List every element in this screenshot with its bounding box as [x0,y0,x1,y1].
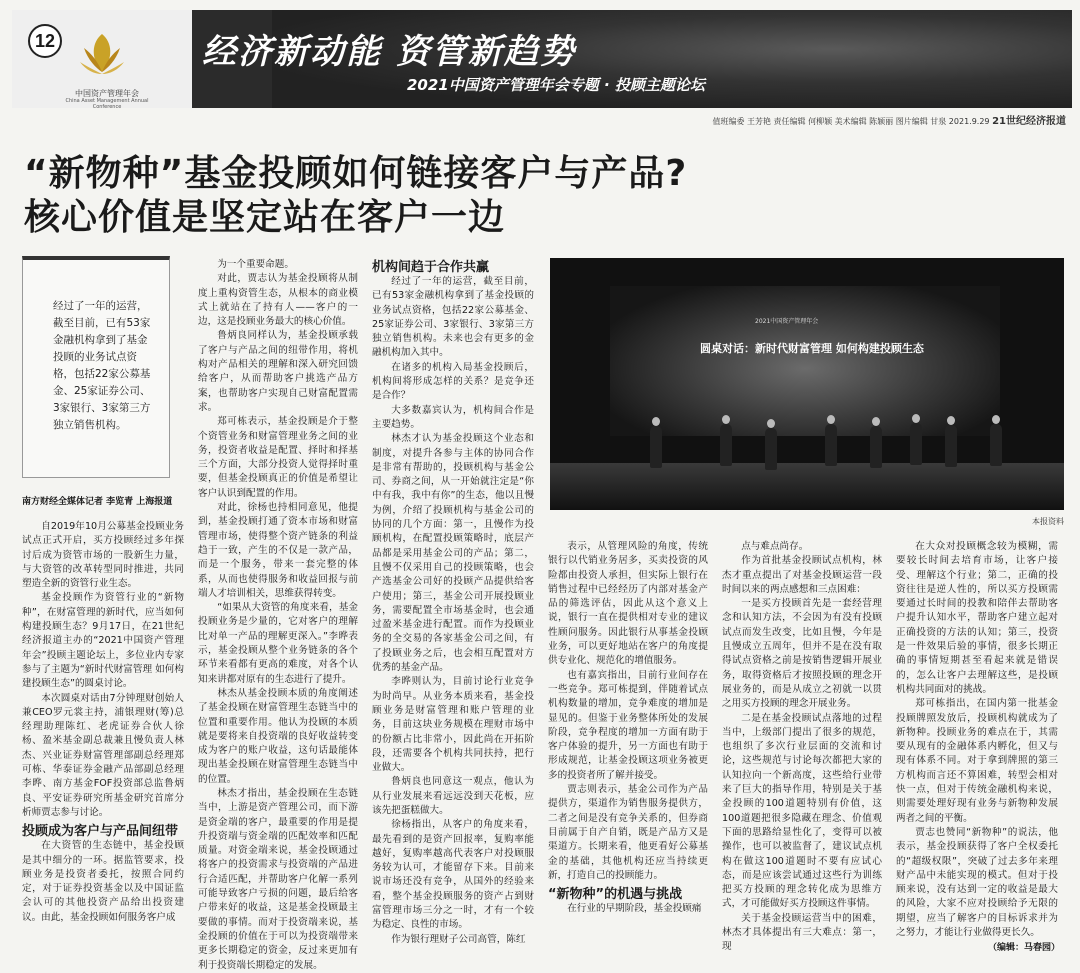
paragraph: 一是买方投顾首先是一套经营理念和认知方法，不会因为有没有投顾试点而发生改变，比如且慢，今年是且慢成立五周年，但并不是在没有取得试点资格之前是按销售逻辑开展业务，取得资格后才按照投顾的理念开展业务的，而是从成立之初就一以贯之用买方投顾的理念开展业务。 [722,598,882,710]
headline-line-1: “新物种”基金投顾如何链接客户与产品? [24,153,688,194]
paragraph: 自2019年10月公募基金投顾业务试点正式开启，买方投顾经过多年探讨后成为资管市场的一股新生力量，与大资管的改革转型同时推进，共同塑造全新的资管行业生态。 [22,521,184,590]
paragraph: 基金投顾作为资管行业的“新物种”，在财富管理的新时代，应当如何构建投顾生态？9月17日，在21世纪经济报道主办的“2021中国资产管理年会”投顾主题论坛上，多位业内专家参与了主题为“新时代财富管理 如何构建投顾生态”的圆桌讨论。 [22,592,184,690]
paragraph: 鲁炳良也同意这一观点，他认为从行业发展来看远远没到天花板，应该先把蛋糕做大。 [372,776,534,816]
article-column-1 [22,520,184,960]
logo-org-name-en: China Asset Management Annual Conference [65,98,149,110]
paragraph: 贾志则表示，基金公司作为产品提供方，渠道作为销售服务提供方，二者之间是没有竞争关系的，但券商目前属于自产自销，既是产品方又是渠道方。长期来看，他更看好公募基金的基础，其他机构还应当持续更新，打造自己的投顾能力。 [548,784,708,881]
screen-event-name: 2021中国资产管理年会 [755,318,819,325]
headline-line-2: 核心价值是坚定站在客户一边 [24,197,506,238]
stage-screen [610,286,1000,436]
paragraph: 关于基金投顾运营当中的困难，林杰才具体提出有三大难点：第一，现 [722,912,882,953]
panelist-figure [910,423,922,465]
panelist-figure [990,424,1002,466]
paragraph: 林杰才指出，基金投顾在生态链当中，上游是资产管理公司，而下游是资金端的客户，最重要的作用是提升投资端与资金端的匹配效率和匹配质量。对资金端来说，基金投顾通过将客户的投资需求与投资端的产品进行合适匹配，并帮助客户化解一系列可能导致客户亏损的问题，最后给客户带来好的收益，这是基金投顾最主要做的事情。而对于投资端来说，基金投顾的价值在于可以为投资端带来更多长期稳定的资金，反过来更加有利于投资端长期稳定的发展。 [198,787,358,971]
paragraph: 经过了一年的运营，截至目前，已有53家金融机构拿到了基金投顾的业务试点资格，包括22家公募基金、25家证券公司、3家银行、3家第三方独立销售机构。未来也会有更多的金融机构加入其中。 [372,276,534,359]
paragraph: 林杰才认为基金投顾这个业态和制度，对提升各参与主体的协同合作是非常有帮助的，投顾机构与基金公司、券商之间，从一开始就注定是“你中有我，我中有你”的生态，他以且慢为例，介绍了投顾机构与基金公司的协同的几个方面：第一，且慢作为投顾机构，在配置投顾策略时，底层产品都是采用基金公司的产品；第二，且慢不仅采用自己的投顾策略，也会产选基金公司好的投顾产品提供给客户使用；第三，基金公司开展投顾业务，需要配置全市场基金时，也会通过盈米基金进行配置。而作为投顾业务的全交易的各家基金公司之间，有了投顾业务之后，也会相互配置对方优秀的基金产品。 [372,433,534,674]
panelist-figure [870,426,882,468]
paragraph: 郑可栋表示，基金投顾是介于整个资管业务和财富管理业务之间的业务，投资者收益是配置、择时和择基三个方面，大部分投资人觉得择时重要，但基金投顾真正的价值是希望让客户认识到配置的作用。 [198,416,358,499]
paragraph: 也有嘉宾指出，目前行业间存在一些竞争。郑可栋提到，伴随着试点机构数量的增加，竞争难度的增加是显见的。但鉴于业务整体所处的发展阶段，竞争程度的增加一方面有助于客户体验的提升，另一方面也有助于形成规范，让基金投顾这项业务被更多的投资者所了解并接受。 [548,669,708,781]
headline [24,152,687,240]
section-heading: 投顾成为客户与产品间纽带 [22,824,179,840]
article-column-6 [896,540,1058,938]
editorial-credits [712,112,1066,127]
article-column-5 [722,540,882,960]
conference-logo-icon [74,28,130,84]
paragraph: 本次圆桌对话由7分钟理财创始人兼CEO罗元裳主持，浦银理财(筹)总经理助理陈红、老虎证券合伙人徐杨、盈米基金副总裁兼且慢负责人林杰、兴业证券财富管理部副总经理郑可栋、华泰证券金融产品部副总经理李晔、南方基金FOF投资部总监鲁炳良、平安证券研究所基金研究首席分析师贾志参与讨论。 [22,692,184,818]
paragraph: 贾志也赞同“新物种”的说法，他表示，基金投顾获得了客户全权委托的“超级权限”，突破了过去多年来理财产品中未能实现的模式。但对于投顾来说，没有达到一定的收益是最大的风险，大家不应对投顾给予无限的期望，应当了解客户的目标诉求并为之努力，才能让行业做得更长久。 [896,826,1058,939]
page-banner [12,10,1068,108]
paragraph: 对此，贾志认为基金投顾将从制度上重构资管生态，从根本的商业模式上就站在了持有人——客户的一边，这是投顾业务最大的核心价值。 [198,273,358,328]
page-number: 12 [28,24,62,58]
paragraph: 在诸多的机构入局基金投顾后，机构间将形成怎样的关系？是竞争还是合作？ [372,361,534,402]
paragraph: 大多数嘉宾认为，机构间合作是主要趋势。 [372,404,534,430]
panelist-figure [650,426,662,468]
paragraph: “如果从大资管的角度来看，基金投顾业务是少量的，它对客户的理解比对单一产品的理解更深入。”李晔表示，基金投顾从整个业务链条的各个环节来看都有更高的难度，对各个认知来讲都对原有的生态进行了提升。 [198,602,358,685]
paragraph: 为一个重要命题。 [217,259,294,270]
paragraph: 徐杨指出，从客户的角度来看，最先看到的是资产回报率，复购率能越好，复购率越高代表客户对投顾服务较为认可，才能留存下来。目前来说市场还没有竞争，从国外的经验来看，整个基金投顾服务的资产占到财富管理市场三分之一时，才有一个较为稳定、良性的市场。 [372,819,534,931]
panelist-figure [825,424,837,466]
panelist-figure [720,424,732,466]
byline: 南方财经全媒体记者 李览青 上海报道 [22,497,173,507]
paragraph: 郑可栋指出，在国内第一批基金投顾牌照发放后，投顾机构就成为了新物种。投顾业务的难点在于，其需要从现有的金融体系内孵化，但又与现有体系不同。对于拿到牌照的第三方机构而言还不算困难，转型会相对快一点，但对于传统金融机构来说，则需要处理好现有业务与新物种发展两者之间的平衡。 [896,698,1058,824]
article-column-4 [548,540,708,960]
credits-text: 值班编委 王芳艳 责任编辑 何柳颖 美术编辑 陈颖丽 图片编辑 甘泉 2021.9.29 [712,117,990,126]
banner-title: 经济新动能 资管新趋势 [202,32,576,72]
article-column-3 [372,256,534,960]
photo-caption: 本报资料 [1032,517,1064,526]
panelist-figure [765,428,777,470]
paragraph: 在行业的早期阶段，基金投顾痛 [567,903,702,915]
pull-quote: 经过了一年的运营，截至目前，已有53家金融机构拿到了基金投顾的业务试点资格，包括22家公募基金、25家证券公司、3家银行、3家第三方独立销售机构。 [53,300,151,431]
paragraph: 李晔则认为，目前讨论行业竞争为时尚早。从业务本质来看，基金投顾业务是财富管理和账户管理的业务，目前这块业务规模在理财市场中的份额占比非常小，因此尚在开拓阶段，还需要各个机构共同扶持，把行业做大。 [372,676,534,774]
paragraph: 作为银行理财子公司高管，陈红 [391,933,526,945]
paragraph: 鲁炳良同样认为，基金投顾承载了客户与产品之间的纽带作用，将机构对产品相关的理解和深入研究回馈给客户，从而帮助客户挑选产品方案，也帮助客户实现自己财富配置需求。 [198,330,358,413]
screen-title: 圆桌对话：新时代财富管理 如何构建投顾生态 [700,342,924,355]
paragraph: 在大资管的生态链中，基金投顾是其中细分的一环。据监管要求，投顾业务是投资者委托，按照合同约定，对于证券投资基金以及中国证监会认可的其他投资产品给出投资建议。由此，基金投顾如何服务客户成 [22,840,184,923]
paragraph: 作为首批基金投顾试点机构，林杰才重点提出了对基金投顾运营一段时间以来的两点感想和三点困难： [722,555,882,595]
pull-quote-box [22,256,170,478]
paragraph: 二是在基金投顾试点落地的过程当中，上级部门提出了很多的规范，也组织了多次行业层面的交流和讨论，这些规范与讨论每次都把大家的认知拉向一个新高度，这些给行业带来了巨大的指导作用，特别是关于基金投顾的100道题特别有价值，这100道题把很多隐藏在理念、价值观下面的思路给显性化了，变得可以被操作，也可以被监督了，建议试点机构在做这100道题时不要有应试心态，而是应该尝试通过这些行为训练把买方投顾的理念转化成为思维方式，才可能做好买方投顾这件事情。 [722,712,882,910]
paragraph: 点与难点尚存。 [741,541,809,552]
newspaper-name: 21世纪经济报道 [992,116,1066,127]
forum-photo [550,258,1064,510]
paragraph: 对此，徐杨也持相同意见，他提到，基金投顾打通了资本市场和财富管理市场，使得整个资产链条的利益趋于一致，产生的不仅是一款产品，而是一个服务，带来一套完整的体系，从而也使得服务和收益回报与前端人才培训相关，思维获得转变。 [198,502,358,599]
article-column-2 [198,258,358,971]
banner-subtitle: 2021中国资产管理年会专题 · 投顾主题论坛 [407,76,705,94]
panelist-figure [945,425,957,467]
editor-credit: （编辑：马春园） [987,943,1060,953]
paragraph: 在大众对投顾概念较为模糊，需要较长时间去培育市场，让客户接受、理解这个行业；第二，正确的投资往往是逆人性的，所以买方投顾需要通过长时间的投教和陪伴去帮助客户提升认知水平，帮助客户建立起对正确投资的方法的认知；第三，投资是一件效果后验的事情，很多长期正确的事情短期甚至看起来就是错误的，怎么让客户去理解这些，是投顾机构共同面对的挑战。 [896,541,1058,695]
paragraph: 表示，从管理风险的角度，传统银行以代销业务居多，买卖投资的风险都由投资人承担，但实际上银行在销售过程中已经经历了内部对基金产品的筛选评估，因此从这个意义上说，银行一直在提供相对专业的建议性顾问服务。因此银行从事基金投顾业务，可以更好地站在客户的角度提供专业化、规范化的增值服务。 [548,541,708,667]
paragraph: 林杰从基金投顾本质的角度阐述了基金投顾在财富管理生态链当中的位置和重要作用。他认为投顾的本质就是要将来自投资端的良好收益转变成为客户的账户收益，这句话最能体现出基金投顾在财富管理生态链当中的位置。 [198,687,358,785]
stage-floor [550,463,1064,510]
section-heading: “新物种”的机遇与挑战 [548,887,683,903]
logo-org-name: 中国资产管理年会 [75,89,139,98]
section-heading: 机构间趋于合作共赢 [372,260,490,275]
